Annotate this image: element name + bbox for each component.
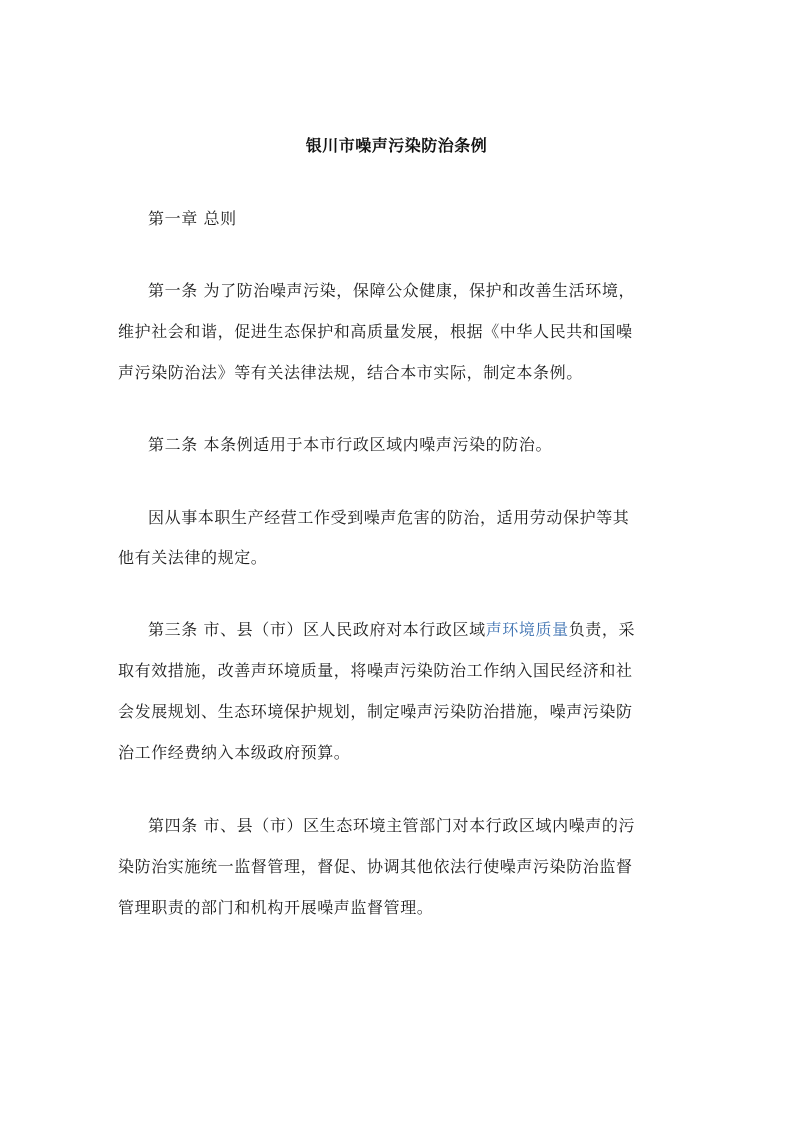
article-3-line-1-text-before: 第三条 市、县（市）区人民政府对本行政区域 (148, 620, 486, 639)
article-3-line-1 (148, 618, 708, 642)
article-2-para-2-line-2: 他有关法律的规定。 (118, 548, 268, 567)
article-1-line-3: 声污染防治法》等有关法律法规，结合本市实际，制定本条例。 (118, 363, 583, 382)
article-2-para-2-line-1: 因从事本职生产经营工作受到噪声危害的防治，适用劳动保护等其 (148, 508, 630, 527)
chapter-heading: 第一章 总则 (148, 209, 237, 228)
article-3-line-4: 治工作经费纳入本级政府预算。 (118, 743, 351, 762)
article-3-line-2: 取有效措施，改善声环境质量，将噪声污染防治工作纳入国民经济和社 (118, 661, 633, 680)
article-3-line-3: 会发展规划、生态环境保护规划，制定噪声污染防治措施，噪声污染防 (118, 702, 633, 721)
article-4-line-3: 管理职责的部门和机构开展噪声监督管理。 (118, 898, 434, 917)
article-1-line-2: 维护社会和谐，促进生态保护和高质量发展，根据《中华人民共和国噪 (118, 322, 633, 341)
article-1-line-1: 第一条 为了防治噪声污染，保障公众健康，保护和改善生活环境， (148, 281, 636, 300)
article-2-line-1: 第二条 本条例适用于本市行政区域内噪声污染的防治。 (148, 435, 553, 454)
sound-environment-quality-link[interactable]: 声环境质量 (485, 620, 569, 639)
document-title: 银川市噪声污染防治条例 (305, 136, 488, 155)
article-4-line-2: 染防治实施统一监督管理，督促、协调其他依法行使噪声污染防治监督 (118, 857, 633, 876)
article-4-line-1: 第四条 市、县（市）区生态环境主管部门对本行政区域内噪声的污 (148, 816, 636, 835)
article-3-line-1-text-after: 负责，采 (568, 620, 636, 639)
